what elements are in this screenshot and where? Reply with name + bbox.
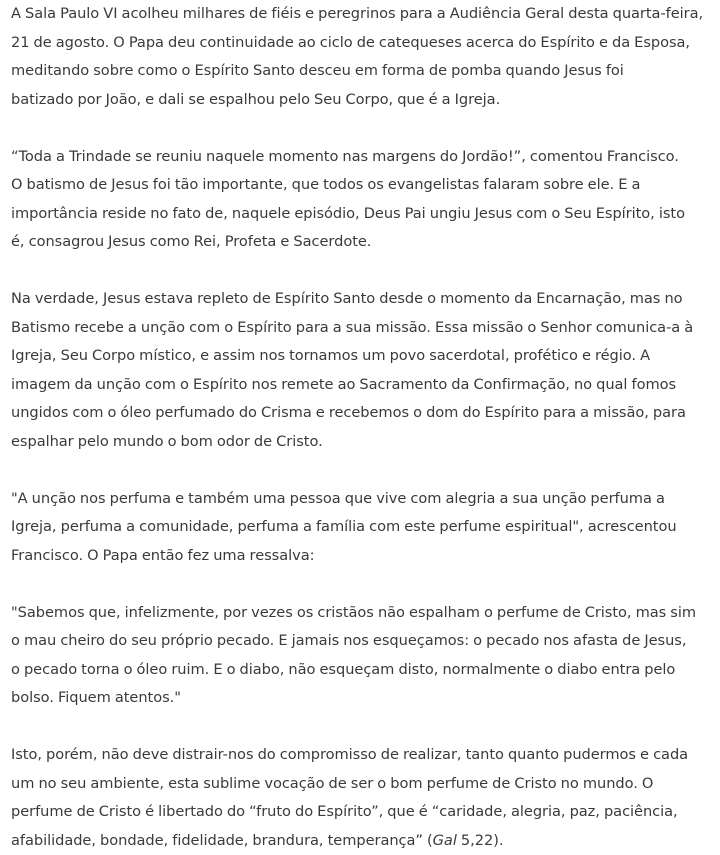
- text-line: 21 de agosto. O Papa deu continuidade ao ciclo de catequeses acerca do Espírito e da Esposa,: [11, 29, 711, 58]
- paragraph-3: [11, 285, 711, 456]
- text-line: perfume de Cristo é libertado do “fruto do Espírito”, que é “caridade, alegria, paz, paciência,: [11, 798, 711, 827]
- article-body: [11, 0, 711, 855]
- text-line: O batismo de Jesus foi tão importante, que todos os evangelistas falaram sobre ele. E a: [11, 171, 711, 200]
- text-line: o mau cheiro do seu próprio pecado. E jamais nos esqueçamos: o pecado nos afasta de Jesus,: [11, 627, 711, 656]
- text-line: A Sala Paulo VI acolheu milhares de fiéis e peregrinos para a Audiência Geral desta quarta-feira,: [11, 0, 711, 29]
- text-line-with-reference: [11, 827, 711, 855]
- text-fragment: 5,22).: [457, 832, 504, 849]
- text-line: “Toda a Trindade se reuniu naquele momento nas margens do Jordão!”, comentou Francisco.: [11, 143, 711, 172]
- text-line: o pecado torna o óleo ruim. E o diabo, não esqueçam disto, normalmente o diabo entra pelo: [11, 656, 711, 685]
- text-line: bolso. Fiquem atentos.": [11, 684, 711, 713]
- text-line: meditando sobre como o Espírito Santo desceu em forma de pomba quando Jesus foi: [11, 57, 711, 86]
- text-line: batizado por João, e dali se espalhou pelo Seu Corpo, que é a Igreja.: [11, 86, 711, 115]
- paragraph-5: [11, 599, 711, 713]
- text-line: "A unção nos perfuma e também uma pessoa que vive com alegria a sua unção perfuma a: [11, 485, 711, 514]
- paragraph-1: [11, 0, 711, 114]
- text-line: é, consagrou Jesus como Rei, Profeta e Sacerdote.: [11, 228, 711, 257]
- text-line: Francisco. O Papa então fez uma ressalva:: [11, 542, 711, 571]
- text-fragment: afabilidade, bondade, fidelidade, brandura, temperança” (: [11, 832, 433, 849]
- paragraph-6: [11, 741, 711, 855]
- text-line: Batismo recebe a unção com o Espírito para a sua missão. Essa missão o Senhor comunica-a à: [11, 314, 711, 343]
- text-line: importância reside no fato de, naquele episódio, Deus Pai ungiu Jesus com o Seu Espírito, isto: [11, 200, 711, 229]
- text-line: espalhar pelo mundo o bom odor de Cristo.: [11, 428, 711, 457]
- paragraph-2: [11, 143, 711, 257]
- text-line: um no seu ambiente, esta sublime vocação de ser o bom perfume de Cristo no mundo. O: [11, 770, 711, 799]
- text-line: Na verdade, Jesus estava repleto de Espírito Santo desde o momento da Encarnação, mas no: [11, 285, 711, 314]
- text-line: ungidos com o óleo perfumado do Crisma e recebemos o dom do Espírito para a missão, para: [11, 399, 711, 428]
- text-line: Isto, porém, não deve distrair-nos do compromisso de realizar, tanto quanto pudermos e cada: [11, 741, 711, 770]
- text-line: "Sabemos que, infelizmente, por vezes os cristãos não espalham o perfume de Cristo, mas sim: [11, 599, 711, 628]
- bible-book-reference: Gal: [433, 832, 457, 849]
- text-line: imagem da unção com o Espírito nos remete ao Sacramento da Confirmação, no qual fomos: [11, 371, 711, 400]
- text-line: Igreja, perfuma a comunidade, perfuma a família com este perfume espiritual", acrescentou: [11, 513, 711, 542]
- paragraph-4: [11, 485, 711, 571]
- text-line: Igreja, Seu Corpo místico, e assim nos tornamos um povo sacerdotal, profético e régio. A: [11, 342, 711, 371]
